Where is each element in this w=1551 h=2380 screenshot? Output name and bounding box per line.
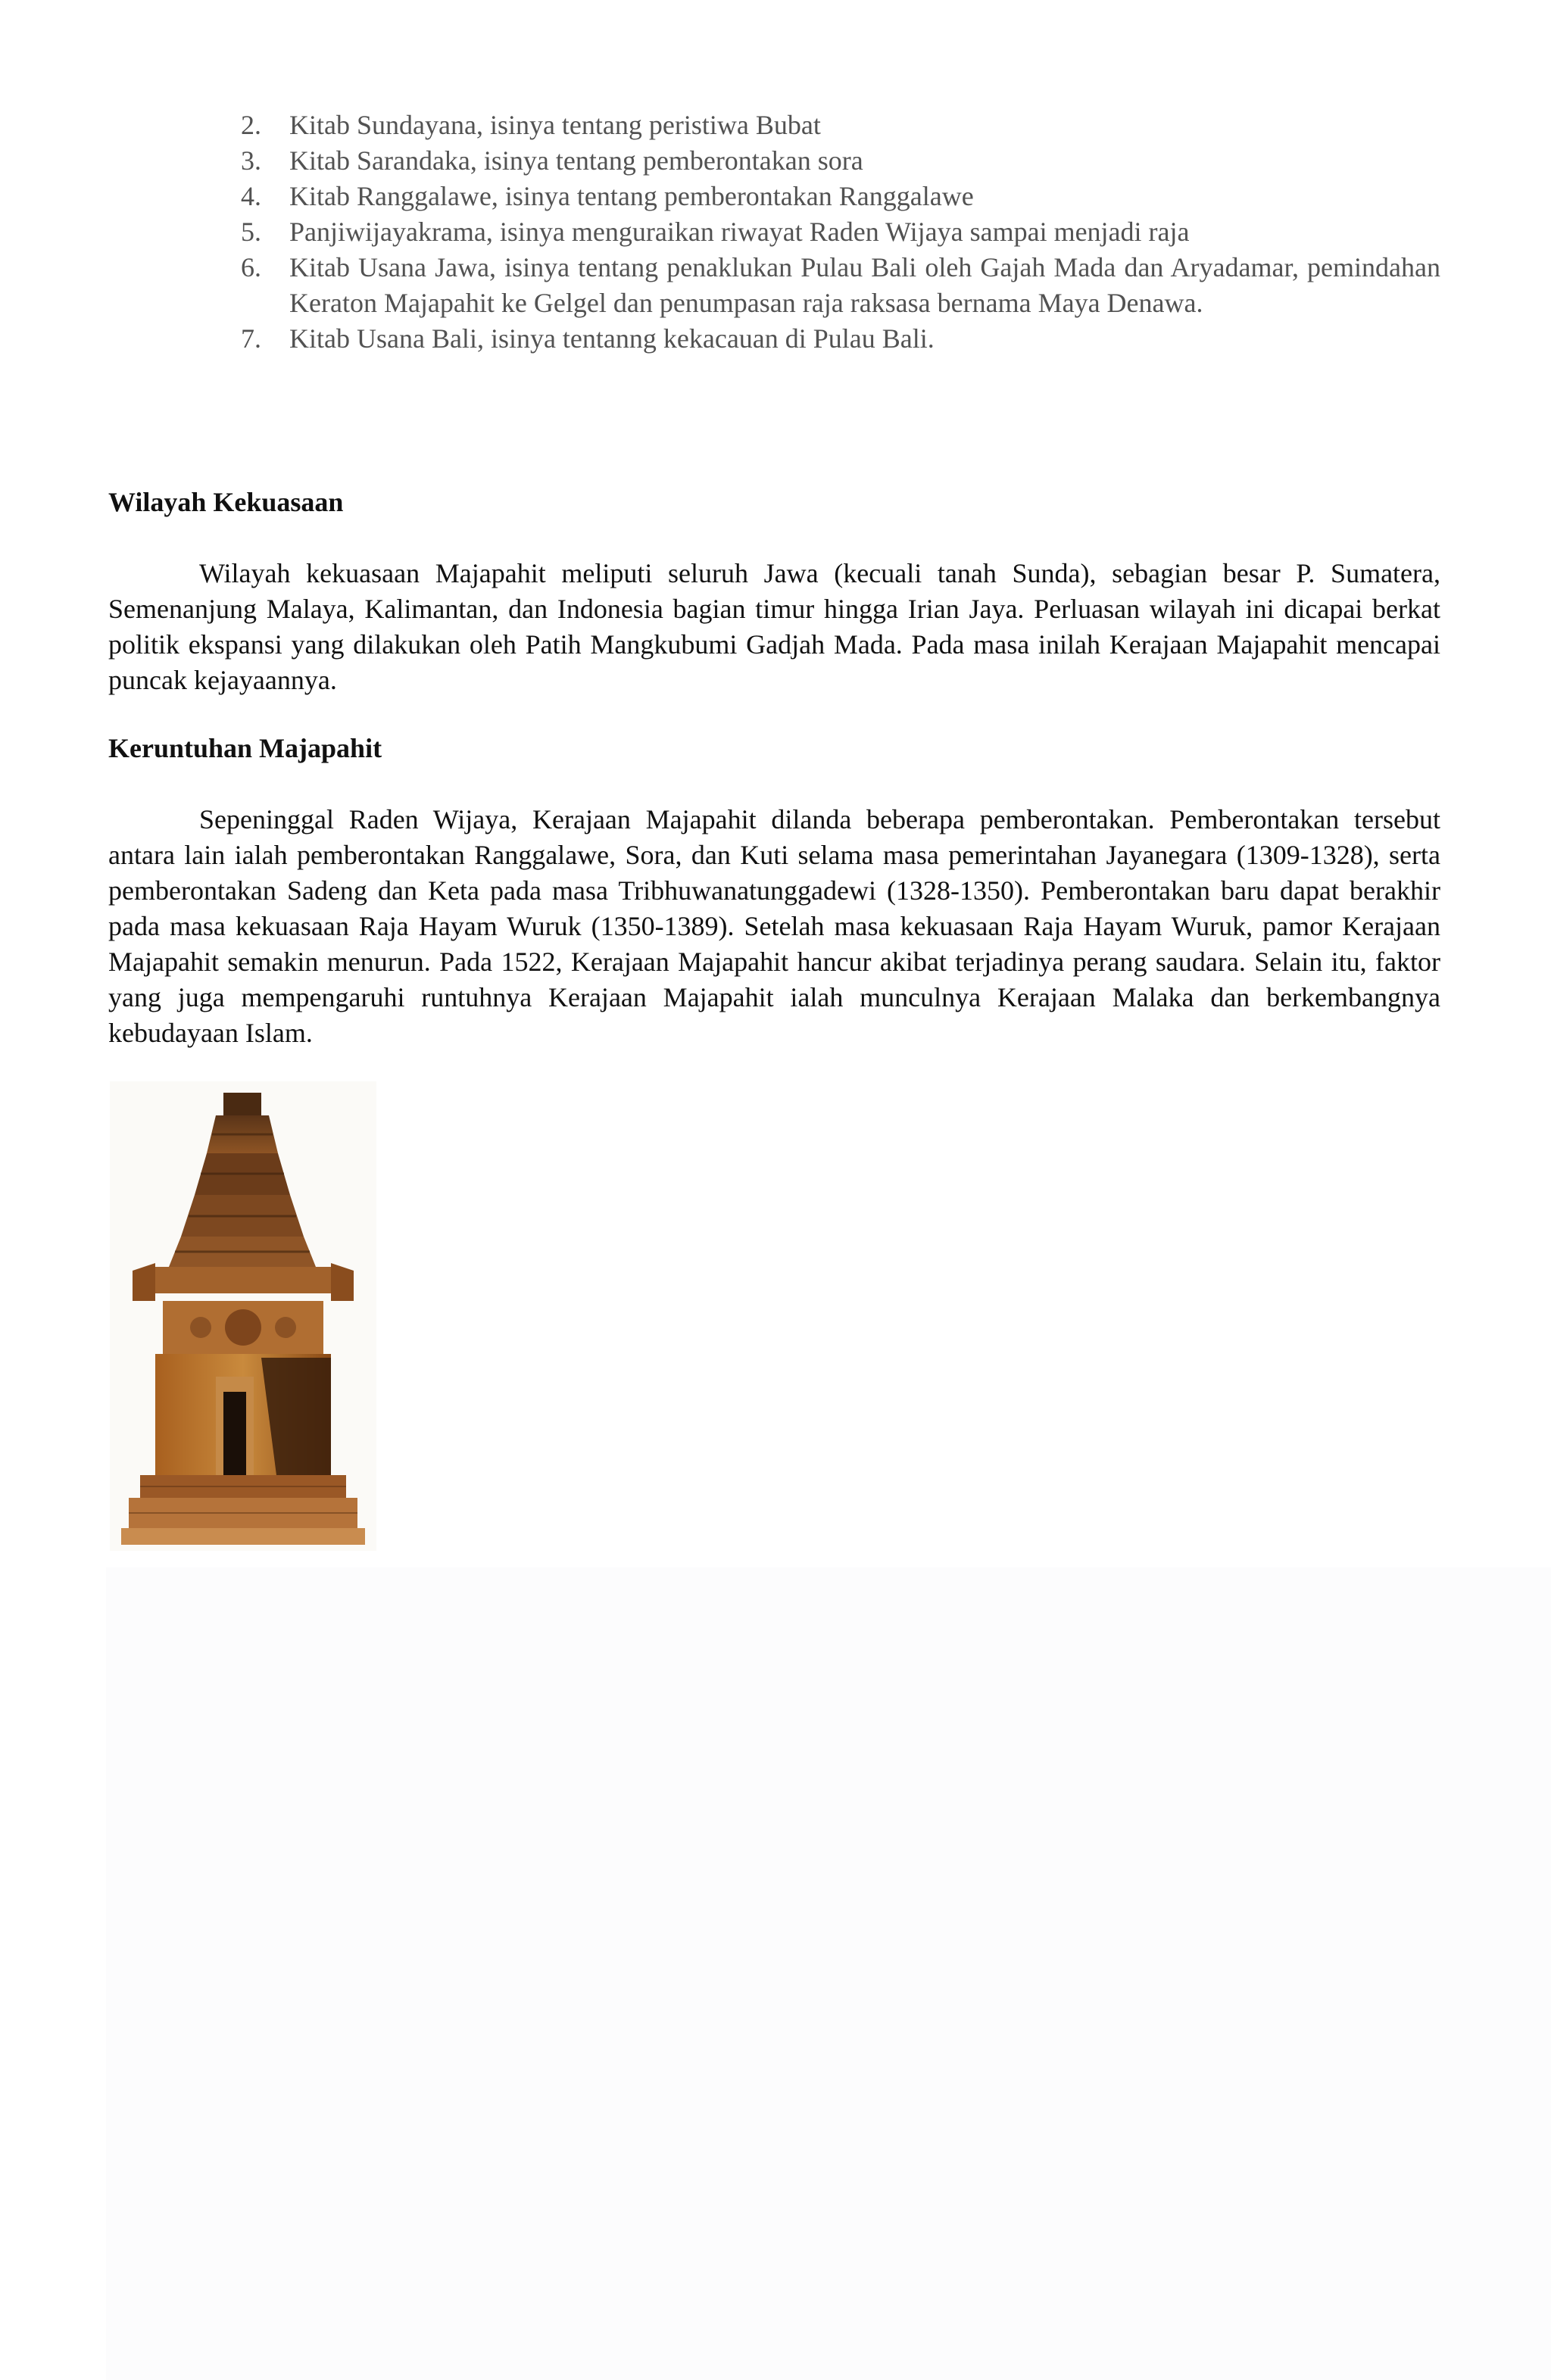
list-number: 3.: [241, 145, 261, 176]
section-body-keruntuhan: Sepeninggal Raden Wijaya, Kerajaan Majapahit dilanda beberapa pemberontakan. Pemberontakan tersebut antara lain ialah pemberontakan Ranggalawe, Sora, dan Kuti selama masa pemerintahan Jayanegara (1309-1328), serta pemberontakan Sadeng dan Keta pada masa Tribhuwanatunggadewi (1328-1350). Pemberontakan baru dapat berakhir pada masa kekuasaan Raja Hayam Wuruk (1350-1389). Setelah masa kekuasaan Raja Hayam Wuruk, pamor Kerajaan Majapahit semakin menurun. Pada 1522, Kerajaan Majapahit hancur akibat terjadinya perang saudara. Selain itu, faktor yang juga mempengaruhi runtuhnya Kerajaan Majapahit ialah munculnya Kerajaan Malaka dan berkembangnya kebudayaan Islam.: [108, 804, 1440, 1048]
kitab-list: [241, 108, 1440, 357]
list-number: 6.: [241, 252, 261, 282]
list-item: [241, 179, 1440, 214]
list-item: [241, 143, 1440, 179]
list-number: 7.: [241, 323, 261, 354]
section-body-wilayah: Wilayah kekuasaan Majapahit meliputi seluruh Jawa (kecuali tanah Sunda), sebagian besar P. Sumatera, Semenanjung Malaya, Kalimantan, dan Indonesia bagian timur hingga Irian Jaya. Perluasan wilayah ini dicapai berkat politik ekspansi yang dilakukan oleh Patih Mangkubumi Gadjah Mada. Pada masa inilah Kerajaan Majapahit mencapai puncak kejayaannya.: [108, 558, 1440, 695]
page-background-shade: [106, 1567, 1551, 2380]
list-number: 5.: [241, 217, 261, 247]
section-heading-wilayah: Wilayah Kekuasaan: [108, 487, 344, 517]
list-text: Kitab Ranggalawe, isinya tentang pemberontakan Ranggalawe: [289, 181, 974, 211]
list-number: 2.: [241, 110, 261, 140]
list-number: 4.: [241, 181, 261, 211]
list-item: [241, 108, 1440, 143]
list-item: [241, 250, 1440, 321]
list-text: Kitab Usana Jawa, isinya tentang penaklukan Pulau Bali oleh Gajah Mada dan Aryadamar, pemindahan Keraton Majapahit ke Gelgel dan penumpasan raja raksasa bernama Maya Denawa.: [289, 252, 1440, 318]
list-text: Kitab Sundayana, isinya tentang peristiwa Bubat: [289, 110, 821, 140]
section-heading-keruntuhan: Keruntuhan Majapahit: [108, 733, 382, 763]
temple-photo: [110, 1081, 376, 1551]
list-item: [241, 214, 1440, 250]
list-text: Panjiwijayakrama, isinya menguraikan riwayat Raden Wijaya sampai menjadi raja: [289, 217, 1190, 247]
list-text: Kitab Usana Bali, isinya tentanng kekacauan di Pulau Bali.: [289, 323, 935, 354]
list-text: Kitab Sarandaka, isinya tentang pemberontakan sora: [289, 145, 863, 176]
list-item: [241, 321, 1440, 357]
